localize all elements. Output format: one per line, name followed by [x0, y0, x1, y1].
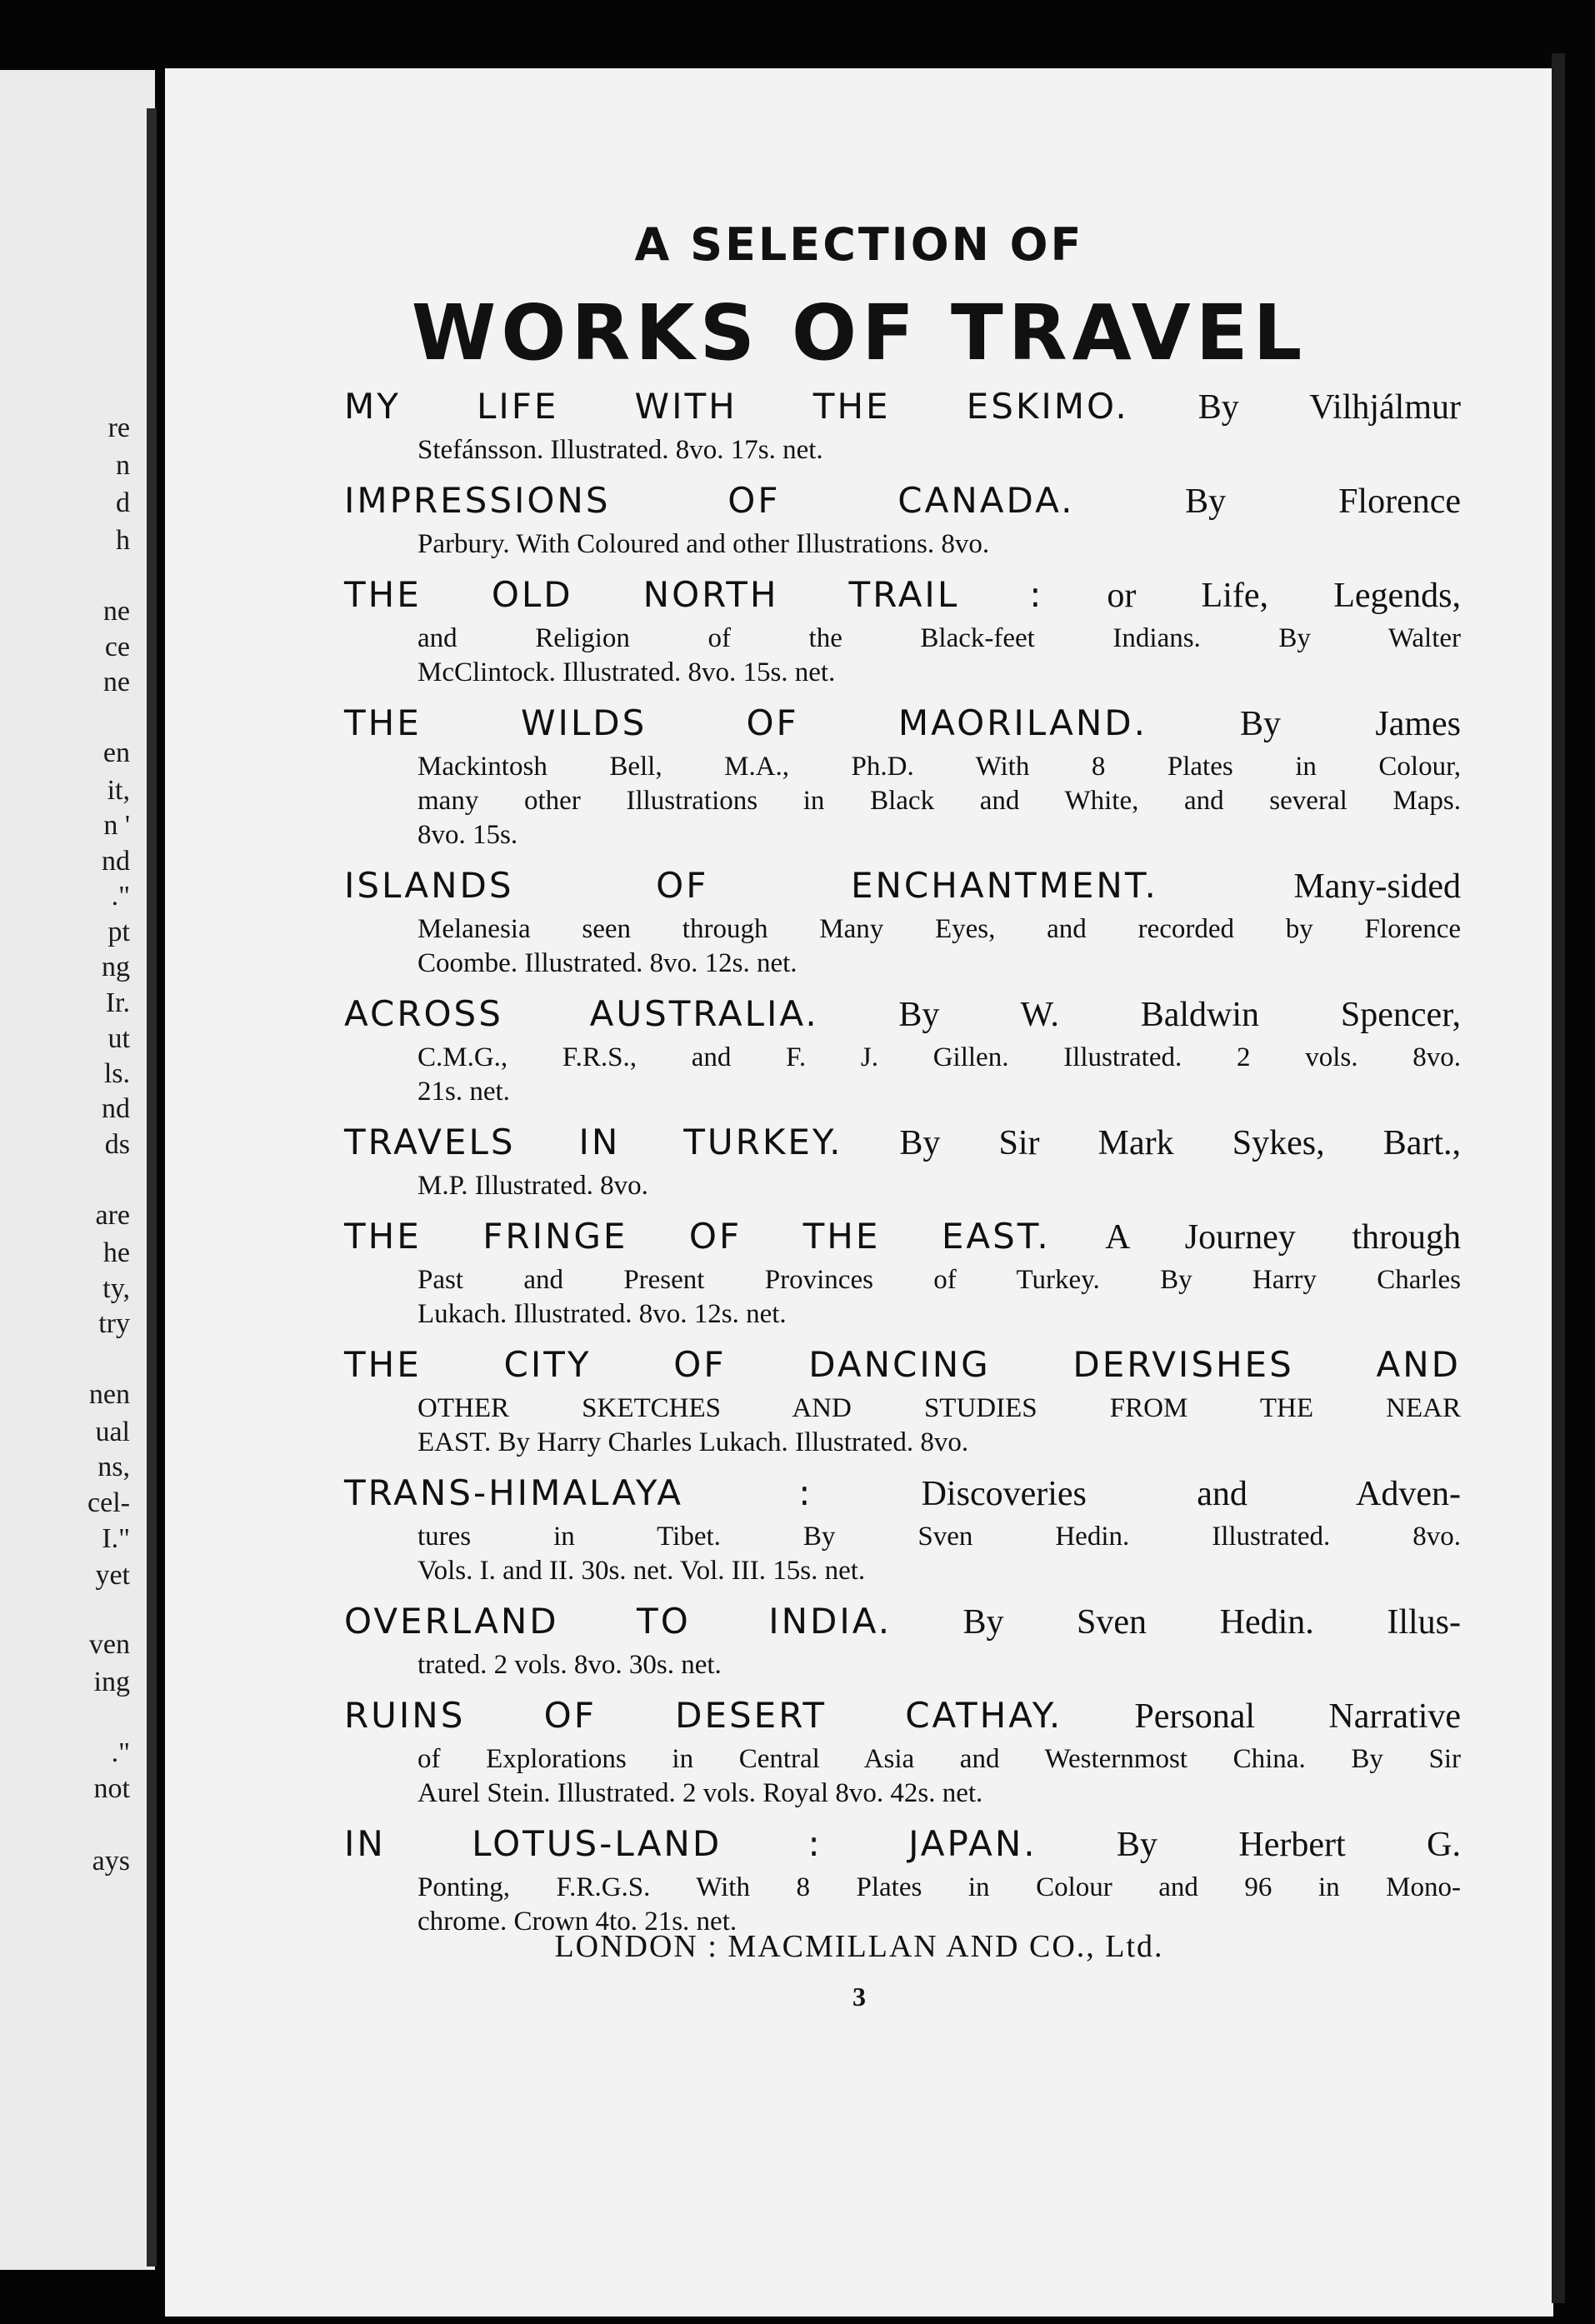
left-page-fragment: en [102, 737, 130, 768]
page-number: 3 [852, 1982, 866, 2012]
entry-line: and Religion of the Black-feet Indians. By Walter [418, 623, 1461, 653]
left-page-fragment: nd [102, 1093, 130, 1124]
book-entry [344, 1342, 1461, 1460]
entry-first-line [344, 1119, 1461, 1169]
entry-title: MY LIFE WITH THE ESKIMO. [344, 386, 1129, 427]
book-entry [344, 1821, 1461, 1939]
entry-line: tures in Tibet. By Sven Hedin. Illustrated. 8vo. [418, 1522, 1461, 1552]
entry-first-text: Discoveries and Adven- [921, 1475, 1461, 1513]
entry-line: Parbury. With Coloured and other Illustrations. 8vo. [418, 529, 990, 559]
entry-line: Lukach. Illustrated. 8vo. 12s. net. [418, 1299, 787, 1329]
left-page-fragment: re [108, 412, 130, 443]
entry-line: Vols. I. and II. 30s. net. Vol. III. 15s. net. [418, 1556, 866, 1586]
entry-title: ACROSS AUSTRALIA. [344, 993, 819, 1034]
header-subtitle: A SELECTION OF [634, 218, 1084, 271]
entry-line: Stefánsson. Illustrated. 8vo. 17s. net. [418, 435, 823, 465]
left-page-fragment: ne [102, 667, 130, 697]
left-page-fragment: d [116, 487, 130, 518]
entry-title: THE OLD NORTH TRAIL : [344, 574, 1044, 615]
entry-title: RUINS OF DESERT CATHAY. [344, 1695, 1063, 1736]
entry-first-text: By Sir Mark Sykes, Bart., [899, 1124, 1462, 1162]
left-page-fragment: are [95, 1200, 130, 1231]
entry-line: Coombe. Illustrated. 8vo. 12s. net. [418, 948, 798, 978]
entry-title: IN LOTUS-LAND : JAPAN. [344, 1823, 1038, 1864]
entry-first-line [344, 572, 1461, 622]
entry-title: TRANS-HIMALAYA : [344, 1472, 813, 1513]
left-page-fragment: n ' [103, 810, 130, 841]
entry-first-line [344, 991, 1461, 1041]
entry-line: of Explorations in Central Asia and Westernmost China. By Sir [418, 1744, 1461, 1774]
entry-first-text: By Vilhjálmur [1198, 388, 1462, 427]
book-entry [344, 991, 1461, 1109]
left-page-fragment: he [102, 1237, 130, 1268]
entry-line: 8vo. 15s. [418, 820, 518, 850]
left-page-fragment: ." [111, 881, 130, 912]
page-edge [1552, 53, 1565, 2303]
book-entry [344, 1470, 1461, 1588]
left-page-fragment: it, [107, 775, 130, 806]
entry-line: McClintock. Illustrated. 8vo. 15s. net. [418, 657, 836, 687]
left-page-fragment: ns, [98, 1452, 130, 1482]
entry-first-line [344, 862, 1461, 912]
left-page-fragment: Ir. [105, 987, 130, 1018]
entry-title: TRAVELS IN TURKEY. [344, 1122, 843, 1162]
left-page-fragment: nen [88, 1379, 130, 1410]
left-page-fragment: cel- [88, 1487, 130, 1518]
entry-first-line [344, 1342, 1461, 1392]
right-page [165, 68, 1553, 2317]
entry-first-text: Personal Narrative [1134, 1697, 1462, 1736]
entry-title: THE WILDS OF MAORILAND. [344, 702, 1148, 743]
entry-first-line [344, 383, 1461, 433]
entry-line: OTHER SKETCHES AND STUDIES FROM THE NEAR [418, 1393, 1461, 1423]
left-page-fragment: try [98, 1308, 130, 1339]
entry-first-line [344, 700, 1461, 750]
entry-line: trated. 2 vols. 8vo. 30s. net. [418, 1650, 722, 1680]
entries-list [344, 383, 1461, 1949]
entry-first-text: A Journey through [1105, 1218, 1461, 1257]
publisher-line: LONDON : MACMILLAN AND CO., Ltd. [554, 1929, 1164, 1964]
entry-first-line [344, 477, 1461, 527]
entry-line: 21s. net. [418, 1077, 510, 1107]
left-page-fragment: ut [108, 1023, 130, 1054]
entry-first-line [344, 1692, 1461, 1742]
left-page-fragment: ual [95, 1417, 130, 1447]
left-page-fragment: ds [104, 1129, 130, 1160]
left-page-fragment: ce [104, 632, 130, 662]
left-page-fragment: ven [88, 1629, 130, 1660]
left-page-fragment: n [116, 450, 130, 481]
entry-first-line [344, 1213, 1461, 1263]
book-entry [344, 862, 1461, 981]
book-entry [344, 1692, 1461, 1811]
entry-title: THE CITY OF DANCING DERVISHES AND [344, 1344, 1461, 1385]
left-page-fragment: ays [92, 1846, 130, 1877]
book-entry [344, 700, 1461, 852]
left-page-fragment: ng [102, 952, 130, 982]
left-page-text [0, 70, 155, 2270]
entry-first-text: By Sven Hedin. Illus- [962, 1603, 1462, 1642]
entry-first-line [344, 1821, 1461, 1871]
entry-line: Melanesia seen through Many Eyes, and recorded by Florence [418, 914, 1461, 944]
entry-first-text: Many-sided [1293, 867, 1461, 906]
entry-title: IMPRESSIONS OF CANADA. [344, 480, 1075, 521]
left-page-fragment: h [116, 525, 130, 556]
entry-line: Ponting, F.R.G.S. With 8 Plates in Colour and 96 in Mono- [418, 1872, 1461, 1902]
entry-first-text: By Herbert G. [1116, 1826, 1461, 1864]
header-title: WORKS OF TRAVEL [411, 288, 1308, 377]
left-page-fragment: ne [102, 596, 130, 627]
entry-title: THE FRINGE OF THE EAST. [344, 1216, 1051, 1257]
entry-line: M.P. Illustrated. 8vo. [418, 1171, 648, 1201]
left-page [0, 70, 155, 2270]
entry-line: Past and Present Provinces of Turkey. By Harry Charles [418, 1265, 1461, 1295]
book-entry [344, 1213, 1461, 1332]
left-page-fragment: yet [95, 1560, 130, 1591]
left-page-fragment: not [93, 1773, 130, 1804]
left-page-fragment: pt [108, 917, 130, 947]
entry-first-text: By James [1240, 705, 1462, 743]
book-entry [344, 572, 1461, 690]
left-page-fragment: I." [102, 1523, 130, 1554]
left-page-fragment: nd [102, 846, 130, 877]
book-entry [344, 1119, 1461, 1203]
left-page-fragment: ing [93, 1667, 130, 1697]
book-gutter [147, 108, 157, 2267]
book-entry [344, 383, 1461, 467]
entry-first-line [344, 1470, 1461, 1520]
entry-line: Mackintosh Bell, M.A., Ph.D. With 8 Plates in Colour, [418, 752, 1461, 782]
entry-title: OVERLAND TO INDIA. [344, 1601, 892, 1642]
entry-line: C.M.G., F.R.S., and F. J. Gillen. Illustrated. 2 vols. 8vo. [418, 1042, 1461, 1072]
entry-line: chrome. Crown 4to. 21s. net. [418, 1907, 738, 1937]
left-page-fragment: ." [111, 1737, 130, 1768]
left-page-fragment: ls. [103, 1058, 130, 1089]
entry-first-line [344, 1598, 1461, 1648]
entry-line: Aurel Stein. Illustrated. 2 vols. Royal 8vo. 42s. net. [418, 1778, 983, 1808]
entry-first-text: or Life, Legends, [1107, 577, 1461, 615]
entry-first-text: By Florence [1185, 482, 1462, 521]
entry-line: many other Illustrations in Black and White, and several Maps. [418, 786, 1461, 816]
left-page-fragment: ty, [102, 1273, 130, 1304]
entry-first-text: By W. Baldwin Spencer, [898, 996, 1461, 1034]
book-entry [344, 477, 1461, 562]
book-entry [344, 1598, 1461, 1682]
entry-line: EAST. By Harry Charles Lukach. Illustrated. 8vo. [418, 1427, 969, 1457]
entry-title: ISLANDS OF ENCHANTMENT. [344, 865, 1158, 906]
